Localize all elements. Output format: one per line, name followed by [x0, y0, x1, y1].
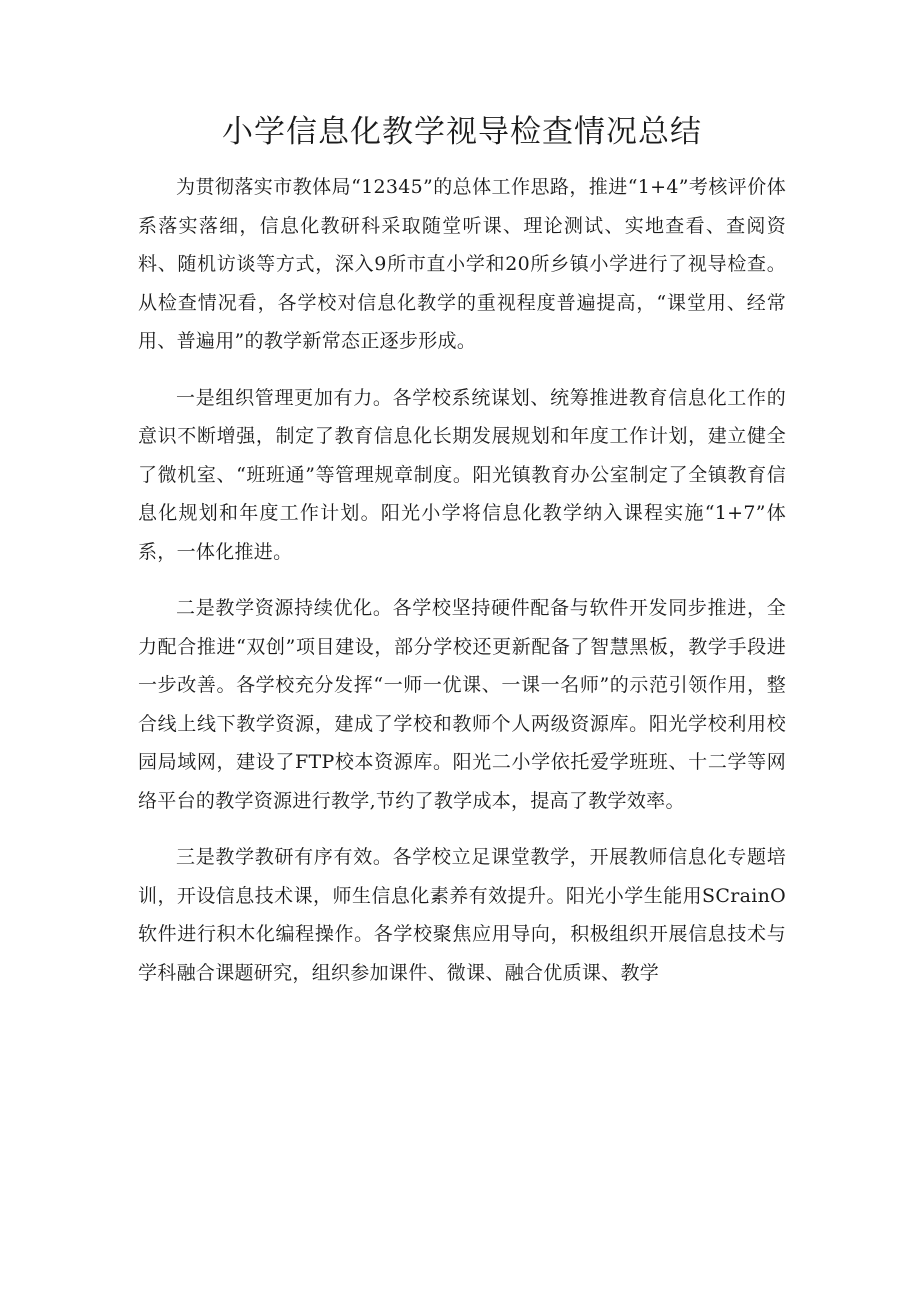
- paragraph-teaching-resources: 二是教学资源持续优化。各学校坚持硬件配备与软件开发同步推进，全力配合推进“双创”项目建设，部分学校还更新配备了智慧黑板，教学手段进一步改善。各学校充分发挥“一师一优课、一课一名师”的示范引领作用，整合线上线下教学资源，建成了学校和教师个人两级资源库。阳光学校利用校园局域网，建设了FTP校本资源库。阳光二小学依托爱学班班、十二学等网络平台的教学资源进行教学,节约了教学成本，提高了教学效率。: [138, 597, 786, 812]
- document-page: [138, 108, 786, 992]
- document-title: 小学信息化教学视导检查情况总结: [222, 114, 702, 150]
- paragraph-teaching-research: 三是教学教研有序有效。各学校立足课堂教学，开展教师信息化专题培训，开设信息技术课，师生信息化素养有效提升。阳光小学生能用SCrainO软件进行积木化编程操作。各学校聚焦应用导向，积极组织开展信息技术与学科融合课题研究，组织参加课件、微课、融合优质课、教学: [138, 846, 786, 984]
- intro-paragraph: 为贯彻落实市教体局“12345”的总体工作思路，推进“1+4”考核评价体系落实落细，信息化教研科采取随堂听课、理论测试、实地查看、查阅资料、随机访谈等方式，深入9所市直小学和20所乡镇小学进行了视导检查。从检查情况看，各学校对信息化教学的重视程度普遍提高，“课堂用、经常用、普遍用”的教学新常态正逐步形成。: [138, 176, 786, 352]
- paragraph-organization-management: 一是组织管理更加有力。各学校系统谋划、统筹推进教育信息化工作的意识不断增强，制定了教育信息化长期发展规划和年度工作计划，建立健全了微机室、“班班通”等管理规章制度。阳光镇教育办公室制定了全镇教育信息化规划和年度工作计划。阳光小学将信息化教学纳入课程实施“1+7”体系，一体化推进。: [138, 386, 786, 563]
